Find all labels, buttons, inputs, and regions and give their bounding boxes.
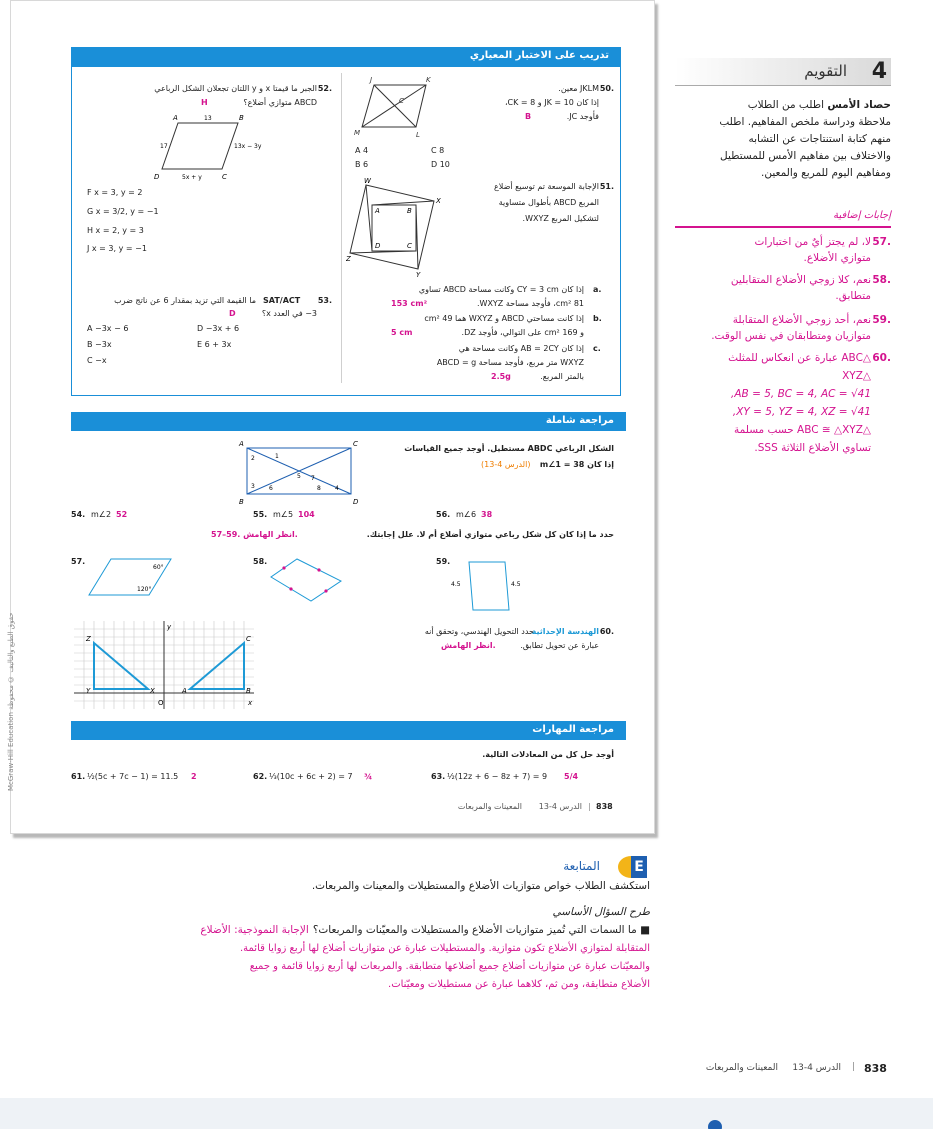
coordinate-grid (74, 621, 256, 709)
fig57-angle-b: 120° (137, 586, 152, 593)
review-item-expr: m∠6 (456, 510, 477, 519)
q51-label-C: C (407, 242, 412, 250)
fig59-side-b: 4.5 (511, 581, 521, 588)
q50-option: B 6 (355, 160, 369, 169)
answer-line: متوازيان ومتطابقان في نفس الوقت. (711, 330, 871, 342)
q50-rhombus-figure (346, 73, 456, 143)
q50-option: C 8 (431, 146, 445, 155)
q60-num: .60 (599, 627, 614, 636)
review-item-num: 56. (436, 510, 451, 519)
lesson-header (675, 58, 891, 86)
q51-b-answer: 5 cm (391, 328, 413, 337)
q52-label-D: D (154, 173, 160, 181)
review-question: حدد ما إذا كان كل شكل رباعي متوازي أضلاع أم لا. علل إجابتك. (366, 530, 614, 539)
review-rectangle-figure (235, 438, 365, 508)
scroll-indicator[interactable] (708, 1120, 722, 1129)
intro-text: اطلب من الطلاب (747, 99, 828, 111)
column-divider (341, 73, 342, 383)
q50-text-a: JKLM معين. (558, 84, 599, 93)
answer-line: △ABC عبارة عن انعكاس للمثلث (728, 352, 871, 364)
grid-label-A: A (182, 687, 187, 695)
skills-item-answer: ¾ (364, 772, 373, 781)
q50-label-C: C (399, 97, 404, 105)
grid-label-B: B (246, 687, 251, 695)
q53-answer: D (229, 309, 236, 318)
skills-item-expr: ⅓(10c + 6c + 2) = 7 (269, 772, 353, 781)
review-angle-8: 8 (317, 485, 321, 492)
q52-label-A: A (173, 114, 178, 122)
q51-label-D: D (375, 242, 381, 250)
page-title: المعينات والمربعات (457, 802, 522, 811)
q52-option: J x = 3, y = −1 (87, 244, 147, 253)
skills-header: مراجعة المهارات (71, 721, 626, 740)
q50-num: .50 (599, 84, 614, 93)
model-answer-heading: الإجابة النموذجية: الأضلاع (200, 924, 309, 936)
q51-text: المربع ABCD بأطوال متساوية (498, 198, 599, 207)
q51-text: لتشكيل المربع WXYZ. (522, 214, 599, 223)
q53-num: .53 (317, 296, 332, 305)
footer-lesson: الدرس 4-13 (792, 1063, 841, 1073)
q51-a-text: إذا كان CY = 3 cm وكانت مساحة ABCD تساوي (418, 285, 584, 294)
grid-label-Y: Y (86, 687, 91, 695)
fig59-side-a: 4.5 (451, 581, 461, 588)
q60-answer: انظر الهامش. (441, 641, 496, 650)
review-fig-59 (451, 556, 531, 616)
q52-parallelogram-figure (146, 111, 276, 183)
model-answer-line: المتقابلة لمتوازي الأضلاع تكون متوازية. والمستطيلات عبارة عن متوازيات أضلاع لها أربع زوايا قائمة. (239, 943, 650, 954)
q51-c-answer: 2.5g (491, 372, 511, 381)
q51-a-answer: 153 cm² (391, 299, 428, 308)
review-angle-3: 3 (251, 483, 255, 490)
side-credit: McGraw-Hill Education حقوق الطبع والتأليف © محفوظة (7, 612, 15, 791)
q50-text-c: فأوجد JC. (566, 112, 599, 121)
q53-option: A −3x − 6 (87, 324, 129, 333)
answer-line: △XYZ (842, 370, 871, 382)
q52-answer: H (201, 98, 208, 107)
q51-a-label: a. (593, 285, 602, 294)
q51-label-W: W (364, 177, 371, 185)
fig57-angle-a: 60° (153, 564, 164, 571)
review-label-D: D (353, 498, 359, 506)
q51-label-X: X (436, 197, 441, 205)
q50-label-K: K (426, 76, 431, 84)
review-label-C: C (353, 440, 358, 448)
page-lesson: الدرس 4-13 (538, 802, 582, 811)
q60-text: عبارة عن تحويل تطابق. (520, 641, 599, 650)
q52-option: F x = 3, y = 2 (87, 188, 143, 197)
review-question-ref: 57–59. انظر الهامش. (211, 530, 298, 539)
q50-option: D 10 (431, 160, 450, 169)
student-page: McGraw-Hill Education حقوق الطبع والتأليف © محفوظة تدريب على الاختبار المعياري .50 JKLM معين. إذا كان JK = 10 و CK = 8، فأوجد JC. B J K L M C A 4 B 6 C 8 D 10 .51 الإجابة الموسعة تم توسيع أضلاع المربع ABCD بأطوال متساوية لتشكيل المربع WXYZ. W X Y Z A B C D a. إذا كان CY = 3 cm وكانت مساحة ABCD تساوي cm² 81، فأوجد مساحة WXYZ. 153 cm² b. إذا كانت مساحتي ABCD و WXYZ هما 49 cm² و 169 cm² على التوالي، فأوجد DZ. 5 cm c. إذا كان AB = 2CY وكانت مساحة هي WXYZ متر مربع، فأوجد مساحة ABCD = g بالمتر المربع. 2.5g .52 الجبر ما قيمتا x و y اللتان تجعلان الشكل الرباعي ABCD متوازي أضلاع؟ H A B C D 13 17 13x − 3y 5x + y F x = 3, y = 2 G x = 3/2, y = −1 H x = 2, y = 3 J x = 3, y = −1 .53 SAT/ACT ما القيمة التي تزيد بمقدار 6 عن ناتج ضرب 3− في العدد x؟ D A −3x − 6 B −3x C −x D −3x + 6 E 6 + 3x مراجعة شاملة A C B D 1 2 3 4 5 6 7 8 الشكل الرباعي ABDC مستطيل. أوجد جميع القياسات إذا كان m∠1 = 38 (الدرس 4-13) 54. m∠2 52 55. m∠5 104 56. m∠6 38 حدد ما إذا كان كل شكل رباعي متوازي أضلاع أم لا. علل إجابتك. 57–59. انظر الهامش. 57. 60° 120° 58. 59. 4.5 4.5 Z Y X A B C O x y .60 الهندسة الإحداثية حدد التحويل الهندسي، وتحقق أنه عبارة عن تحويل تطابق. انظر الهامش. مراجعة المهارات أوجد حل كل من المعادلات التالية. 61. ½(5c + 7c − 1) = 11.5 2 62. ⅓(10c + 6c + 2) = 7 ¾ 63. ½(12z + 6 − 8z + 7) = 9 5/4 838 | الدرس 4-13 المعينات والمربعات (10, 0, 655, 834)
intro-line: ملاحظة ودراسة ملخص المفاهيم. اطلب (719, 116, 891, 128)
q52-text: ABCD متوازي أضلاع؟ (243, 98, 317, 107)
review-fig-num: 58. (253, 557, 268, 566)
q52-side-bottom: 5x + y (182, 174, 202, 181)
q52-option: H x = 2, y = 3 (87, 226, 144, 235)
essential-question-text: ما السمات التي تُميز متوازيات الأضلاع والمستطيلات والمعيّنات والمربعات؟ (312, 924, 637, 936)
practice-header: تدريب على الاختبار المعياري (71, 47, 621, 66)
page-number: 838 (596, 802, 613, 811)
answer-line: نعم، أحد زوجي الأضلاع المتقابلة (732, 314, 871, 326)
q50-option: A 4 (355, 146, 369, 155)
q52-side-left: 17 (160, 143, 168, 150)
grid-label-x: x (248, 699, 253, 707)
answer-line: متوازي الأضلاع. (803, 252, 871, 264)
q53-text: ما القيمة التي تزيد بمقدار 6 عن ناتج ضرب (114, 296, 256, 305)
grid-label-C: C (246, 635, 251, 643)
follow-up-text: استكشف الطلاب خواص متوازيات الأضلاع والمستطيلات والمعينات والمربعات. (311, 880, 650, 892)
answer-line: تساوي الأضلاع الثلاثة SSS. (754, 442, 871, 454)
follow-up-icon: E (618, 856, 644, 878)
q53-option: C −x (87, 356, 107, 365)
review-angle-4: 4 (335, 485, 339, 492)
grid-label-X: X (150, 687, 155, 695)
q53-tag: SAT/ACT (263, 296, 301, 305)
q53-option: D −3x + 6 (197, 324, 240, 333)
q51-b-text: و 169 cm² على التوالي، فأوجد DZ. (461, 328, 584, 337)
intro-line (748, 97, 891, 114)
q51-a-text: cm² 81، فأوجد مساحة WXYZ. (476, 299, 584, 308)
q51-b-label: b. (593, 314, 602, 323)
skills-item-num: 62. (253, 772, 268, 781)
skills-item-num: 61. (71, 772, 86, 781)
q50-label-J: J (370, 76, 373, 84)
review-fig-num: 59. (436, 557, 451, 566)
intro-line: ومفاهيم اليوم للمربع والمعين. (761, 167, 891, 179)
q51-text: الإجابة الموسعة تم توسيع أضلاع (494, 182, 599, 191)
skills-intro: أوجد حل كل من المعادلات التالية. (482, 750, 614, 759)
review-item-answer: 52 (116, 510, 128, 519)
review-item-num: 54. (71, 510, 86, 519)
follow-up-title: المتابعة (563, 859, 600, 873)
model-answer-line: والمعيّنات عبارة عن متوازيات أضلاع جميع أضلاعها متطابقة. والمربعات لها أربع زوايا قائمة و جميع (249, 961, 650, 972)
q53-option: B −3x (87, 340, 112, 349)
q53-text: 3− في العدد x؟ (261, 309, 317, 318)
skills-item-num: 63. (431, 772, 446, 781)
review-angle-2: 2 (251, 455, 255, 462)
review-intro2: إذا كان m∠1 = 38 (539, 460, 614, 469)
skills-item-expr: ½(5c + 7c − 1) = 11.5 (87, 772, 179, 781)
q60-text: حدد التحويل الهندسي، وتحقق أنه (424, 627, 534, 636)
q52-num: .52 (317, 84, 332, 93)
q51-b-text: إذا كانت مساحتي ABCD و WXYZ هما 49 cm² (424, 314, 584, 323)
q50-text-b: إذا كان JK = 10 و CK = 8، (504, 98, 599, 107)
review-angle-5: 5 (297, 473, 301, 480)
q52-text: الجبر ما قيمتا x و y اللتان تجعلان الشكل الرباعي (154, 84, 317, 93)
intro-line: منهم كتابة استنتاجات عن التشابه (748, 133, 891, 145)
intro-line: والاختلاف بين مفاهيم الأمس للمستطيل (720, 150, 891, 162)
skills-item-answer: 2 (191, 772, 197, 781)
answer-num: .60 (872, 352, 891, 364)
q51-label-A: A (375, 207, 380, 215)
review-item-num: 55. (253, 510, 268, 519)
footer-title: المعينات والمربعات (705, 1063, 778, 1073)
answer-line: AB = 5, BC = 4, AC = √41, (731, 388, 871, 400)
q51-c-label: c. (593, 344, 601, 353)
essential-question-heading: طرح السؤال الأساسي (552, 906, 650, 918)
q51-c-text: بالمتر المربع. (540, 372, 584, 381)
review-label-A: A (239, 440, 244, 448)
q60-tag: الهندسة الإحداثية (531, 627, 599, 636)
review-fig-num: 57. (71, 557, 86, 566)
review-intro: الشكل الرباعي ABDC مستطيل. أوجد جميع القياسات (404, 444, 614, 453)
skills-item-answer: 5/4 (564, 772, 579, 781)
answer-num: .59 (872, 314, 891, 326)
answer-line: متطابق. (835, 290, 871, 302)
q52-side-top: 13 (204, 115, 212, 122)
lesson-title: التقويم (804, 62, 847, 80)
q51-label-Z: Z (346, 255, 351, 263)
q51-squares-figure (346, 177, 446, 277)
bottom-toolbar (0, 1098, 933, 1129)
answer-num: .58 (872, 274, 891, 286)
q52-label-B: B (239, 114, 244, 122)
lesson-number: 4 (871, 59, 887, 84)
q51-c-text: إذا كان AB = 2CY وكانت مساحة هي (458, 344, 584, 353)
answer-num: .57 (872, 236, 891, 248)
q52-label-C: C (222, 173, 227, 181)
grid-label-y: y (167, 623, 172, 631)
q50-label-M: M (354, 129, 361, 137)
q51-label-B: B (407, 207, 412, 215)
review-label-B: B (239, 498, 244, 506)
model-answer-line: الأضلاع متطابقة، ومن ثم، كلاهما عبارة عن مستطيلات ومعيّنات. (388, 979, 650, 990)
review-fig-58 (267, 555, 347, 605)
q50-label-L: L (416, 131, 420, 139)
q53-option: E 6 + 3x (197, 340, 232, 349)
review-header: مراجعة شاملة (71, 412, 626, 431)
q50-answer: B (525, 112, 532, 121)
q51-num: .51 (599, 182, 614, 191)
footer-page-number: 838 (864, 1062, 887, 1075)
q51-c-text: WXYZ متر مربع، فأوجد مساحة ABCD = g (436, 358, 584, 367)
grid-label-O: O (158, 699, 164, 707)
q51-label-Y: Y (416, 271, 421, 277)
review-item-expr: m∠5 (273, 510, 294, 519)
review-fig-57 (85, 553, 175, 601)
review-item-answer: 104 (298, 510, 315, 519)
review-lesson-ref: (الدرس 4-13) (481, 460, 531, 469)
extra-answers-heading: إجابات إضافية (675, 210, 891, 228)
review-item-answer: 38 (481, 510, 493, 519)
answer-line: لا، لم يجتز أيٌ من اختبارات (754, 236, 871, 248)
answer-line: نعم، كلا زوجي الأضلاع المتقابلين (730, 274, 871, 286)
intro-bold: حصاد الأمس (827, 99, 891, 111)
answer-line: XY = 5, YZ = 4, XZ = √41, (732, 406, 871, 418)
review-item-expr: m∠2 (91, 510, 112, 519)
review-angle-7: 7 (311, 475, 315, 482)
answer-line: △ABC ≅ △XYZ حسب مسلمة (734, 424, 871, 436)
q52-option: G x = 3/2, y = −1 (87, 207, 159, 216)
skills-item-expr: ½(12z + 6 − 8z + 7) = 9 (447, 772, 548, 781)
grid-label-Z: Z (86, 635, 91, 643)
q52-side-right: 13x − 3y (234, 143, 262, 150)
review-angle-6: 6 (269, 485, 273, 492)
page: McGraw-Hill Education حقوق الطبع والتأليف © محفوظة تدريب على الاختبار المعياري .50 JKLM معين. إذا كان JK = 10 و CK = 8، فأوجد JC. B J K L M C A 4 B 6 C 8 D 10 .51 الإجابة الموسعة تم توسيع أضلاع المربع ABCD بأطوال متساوية لتشكيل المربع WXYZ. W X Y Z A B C D a. إذا كان CY = 3 cm وكانت مساحة ABCD تساوي cm² 81، فأوجد مساحة WXYZ. 153 cm² b. إذا كانت مساحتي ABCD و WXYZ هما 49 cm² و 169 cm² على التوالي، فأوجد DZ. 5 cm c. إذا كان AB = 2CY وكانت مساحة هي WXYZ متر مربع، فأوجد مساحة ABCD = g بالمتر المربع. 2.5g .52 الجبر ما قيمتا x و y اللتان تجعلان الشكل الرباعي ABCD متوازي أضلاع؟ H A B C D 13 17 13x − 3y 5x + y F x = 3, y = 2 G x = 3/2, y = −1 H x = 2, y = 3 J x = 3, y = −1 .53 SAT/ACT ما القيمة التي تزيد بمقدار 6 عن ناتج ضرب 3− في العدد x؟ D A −3x − 6 B −3x C −x D −3x + 6 E 6 + 3x مراجعة شاملة A C B D 1 2 3 4 5 6 7 8 الشكل الرباعي ABDC مستطيل. أوجد جميع القياسات إذا كان m∠1 = 38 (الدرس 4-13) 54. m∠2 52 55. m∠5 104 56. m∠6 38 حدد ما إذا كان كل شكل رباعي متوازي أضلاع أم لا. علل إجابتك. 57–59. انظر الهامش. 57. 60° 120° 58. 59. 4.5 4.5 Z Y X A B C O x y .60 الهندسة الإحداثية حدد التحويل الهندسي، وتحقق أنه عبارة عن تحويل تطابق. انظر الهامش. مراجعة المهارات أوجد حل كل من المعادلات التالية. 61. ½(5c + 7c − 1) = 11.5 2 62. ⅓(10c + 6c + 2) = 7 ¾ 63. ½(12z + 6 − 8z + 7) = 9 5/4 838 | الدرس 4-13 المعينات والمربعات 4 التقويم حصاد الأمس اطلب من الطلاب ملاحظة ودراسة ملخص المفاهيم. اطلب منهم كتابة استنتاجات عن التشابه والاختلاف بين مفاهيم الأمس للمستطيل ومفاهيم اليوم للمربع والمعين. إجابات إضافية .57 لا، لم يجتز أيٌ من اختبارات متوازي الأضلاع. .58 نعم، كلا زوجي الأضلاع المتقابلين متطابق. .59 نعم، أحد زوجي الأضلاع المتقابلة متوازيان ومتطابقان في نفس الوقت. .60 △ABC عبارة عن انعكاس للمثلث △XYZ AB = 5, BC = 4, AC = √41, XY = 5, YZ = 4, XZ = √41, △ABC ≅ △XYZ حسب مسلمة تساوي الأضلاع الثلاثة SSS. E المتابعة استكشف الطلاب خواص متوازيات الأضلاع والمستطيلات والمعينات والمربعات. طرح السؤال الأساسي ■ ما السمات التي تُميز متوازيات الأضلاع والمستطيلات والمعيّنات والمربعات؟الإجابة النموذجية: الأضلاع المتقابلة لمتوازي الأضلاع تكون متوازية. والمستطيلات عبارة عن متوازيات أضلاع لها أربع زوايا قائمة. والمعيّنات عبارة عن متوازيات أضلاع جميع أضلاعها متطابقة. والمربعات لها أربع زوايا قائمة و جميع الأضلاع متطابقة، ومن ثم، كلاهما عبارة عن مستطيلات ومعيّنات. 838 | الدرس 4-13 المعينات والمربعات (0, 0, 933, 1129)
review-angle-1: 1 (275, 453, 279, 460)
essential-question: ■ ما السمات التي تُميز متوازيات الأضلاع والمستطيلات والمعيّنات والمربعات؟الإجابة النموذجية: الأضلاع (200, 924, 650, 936)
